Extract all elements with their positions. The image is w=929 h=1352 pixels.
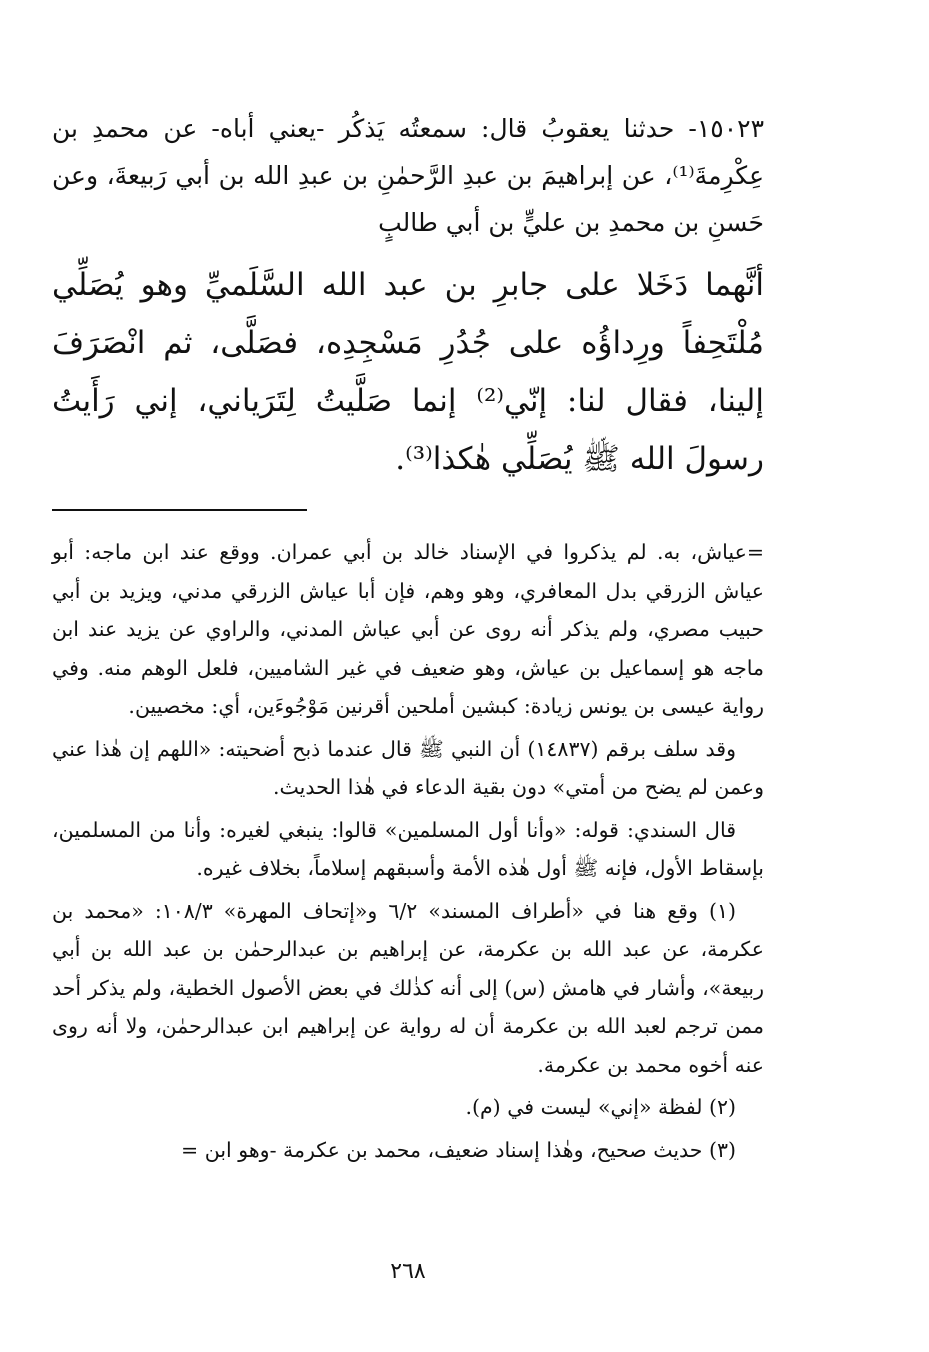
book-page: [52, 105, 764, 1285]
page-number: ٢٦٨: [390, 1259, 426, 1284]
footnote-1: (١) وقع هنا في «أطراف المسند» ٦/٢ و«إتحاف المهرة» ١٠٨/٣: «محمد بن عكرمة، عن عبد الله بن عكرمة، عن إبراهيم بن عبدالرحمٰن بن عبد الله بن أبي ربيعة»، وأشار في هامش (س) إلى أنه كذٰلك في بعض الأصول الخطية، ولم يذكر أحد ممن ترجم لعبد الله بن عكرمة أن له رواية عن إبراهيم ابن عبدالرحمٰن، ولا أنه روى عنه أخوه محمد بن عكرمة.: [52, 898, 764, 1077]
footnote-2: (٢) لفظة «إني» ليست في (م).: [465, 1095, 736, 1119]
footnote-separator: [52, 509, 307, 511]
hadith-text: أنَّهما دَخَلا على جابرِ بن عبد الله السَّلَميِّ وهو يُصَلِّي مُلْتَحِفاً ورِداؤُه على جُدُرِ مَسْجِدِه، فصَلَّى، ثم انْصَرَفَ إلينا، فقال لنا: إنّي⁽²⁾ إنما صَلَّيتُ لِتَرَياني، إني رَأَيتُ رسولَ الله ﷺ يُصَلِّي هٰكذا⁽³⁾.: [52, 267, 764, 477]
footnote-paragraph: وقد سلف برقم (١٤٨٣٧) أن النبي ﷺ قال عندما ذبح أضحيته: «اللهم إن هٰذا عني وعمن لم يضح من أمتي» دون بقية الدعاء في هٰذا الحديث.: [52, 736, 764, 799]
footnote-paragraph: قال السندي: قوله: «وأنا أول المسلمين» قالوا: ينبغي لغيره: وأنا من المسلمين، بإسقاط الأول، فإنه ﷺ أول هٰذه الأمة وأسبقهم إسلاماً، بخلاف غيره.: [52, 817, 764, 880]
footnote-continuation: =عياش، به. لم يذكروا في الإسناد خالد بن أبي عمران. ووقع عند ابن ماجه: أبو عياش الزرقي بدل المعافري، وهو وهم، فإن أبا عياش الزرقي مدني، ويزيد بن أبي حبيب مصري، ولم يذكر أنه روى عن أبي عياش المدني، والراوي عن يزيد عند ابن ماجه هو إسماعيل بن عياش، وهو ضعيف في غير الشاميين، فلعل الوهم منه. وفي رواية عيسى بن يونس زيادة: كبشين أملحين أقرنين مَوْجُوءَين، أي: مخصيين.: [52, 540, 764, 718]
hadith-isnad: ١٥٠٢٣- حدثنا يعقوبُ قال: سمعتُه يَذكُر -يعني أباه- عن محمدِ بن عِكْرِمةَ⁽¹⁾، عن إبراهيمَ بن عبدِ الرَّحمٰنِ بن عبدِ الله بن أبي رَبيعةَ، وعن حَسنِ بن محمدِ بن عليٍّ بن أبي طالبٍ: [52, 114, 764, 237]
footnote-3: (٣) حديث صحيح، وهٰذا إسناد ضعيف، محمد بن عكرمة -وهو ابن =: [181, 1137, 736, 1162]
footnotes-section: [52, 533, 764, 1173]
